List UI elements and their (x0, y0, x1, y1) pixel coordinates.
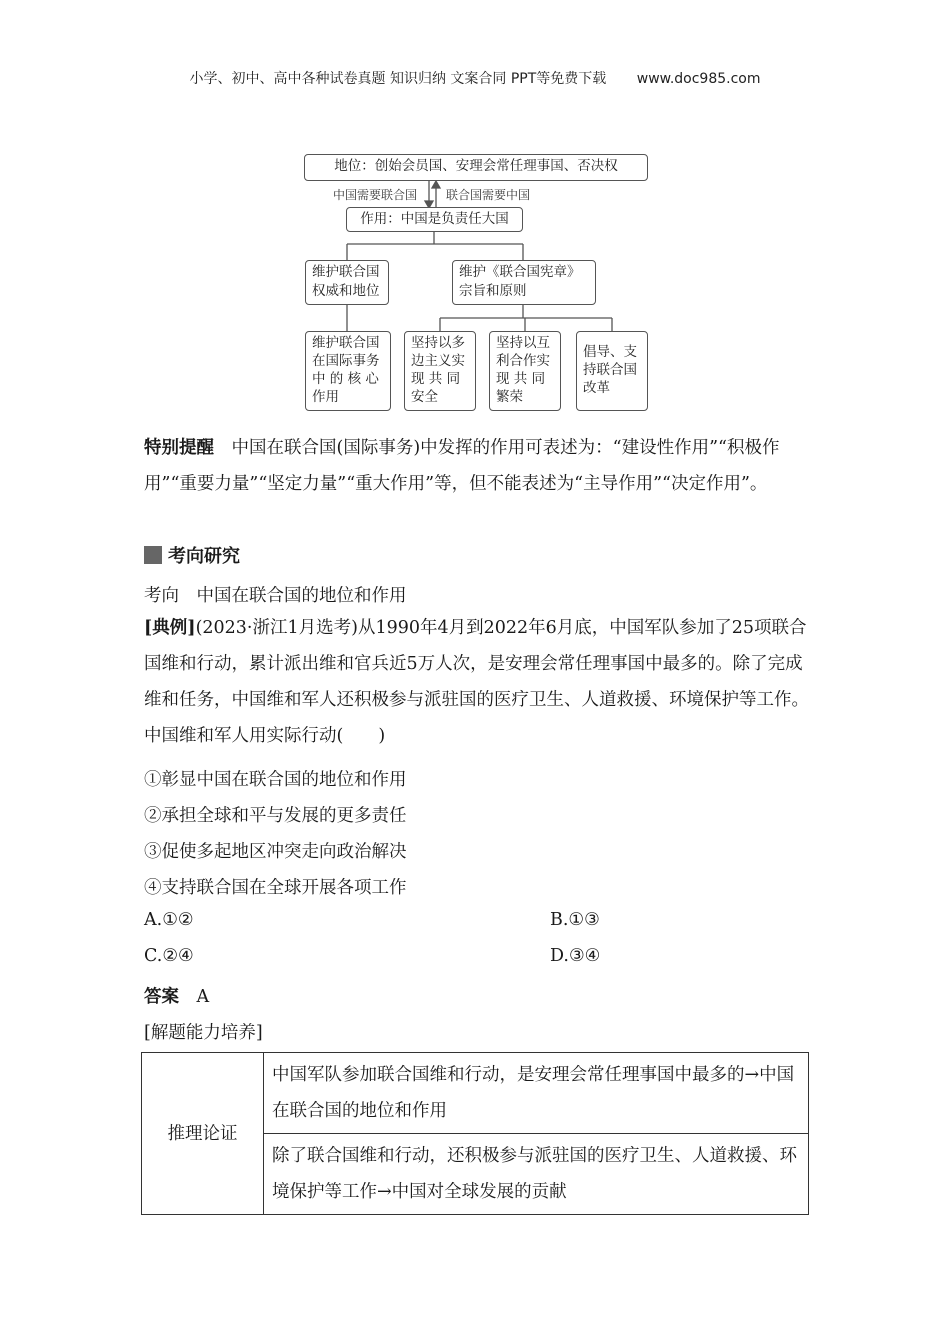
leaf3-line-3: 现 共 同 (496, 371, 546, 387)
question-item-3: ③促使多起地区冲突走向政治解决 (144, 842, 407, 862)
branch-left-box (305, 260, 389, 305)
leaf2-line-2: 边主义实 (411, 353, 465, 369)
leaf4-line-2: 持联合国 (583, 362, 637, 378)
concept-diagram (0, 0, 950, 420)
answer-line (144, 983, 209, 1008)
status-box: 地位：创始会员国、安理会常任理事国、否决权 (304, 154, 648, 181)
answer-value: A (196, 987, 210, 1007)
question-stem (144, 610, 812, 754)
analysis-cell-1: 中国军队参加联合国维和行动，是安理会常任理事国中最多的→中国在联合国的地位和作用 (264, 1053, 809, 1134)
option-a: A.①② (144, 910, 194, 930)
question-text: (2023·浙江1月选考)从1990年4月到2022年6月底，中国军队参加了25项联合国维和行动，累计派出维和官兵近5万人次，是安理会常任理事国中最多的。除了完成维和任务，中国维和军人还积极参与派驻国的医疗卫生、人道救援、环境保护等工作。中国维和军人用实际行动( ) (144, 618, 809, 746)
option-b: B.①③ (550, 910, 600, 930)
leaf1-line-1: 维护联合国 (312, 335, 380, 351)
question-item-2: ②承担全球和平与发展的更多责任 (144, 806, 407, 826)
right-arrow-label: 联合国需要中国 (446, 188, 531, 202)
section-marker-icon (144, 546, 162, 564)
leaf-box-4 (576, 331, 648, 411)
branch-right-box (452, 260, 596, 305)
reminder-label: 特别提醒 (144, 438, 214, 458)
leaf4-line-3: 改革 (583, 380, 610, 396)
leaf1-line-2: 在国际事务 (312, 353, 380, 369)
leaf2-line-4: 安全 (411, 389, 438, 405)
special-reminder (144, 430, 812, 502)
role-box: 作用：中国是负责任大国 (346, 207, 523, 232)
section-subtitle: 考向 中国在联合国的地位和作用 (144, 586, 407, 606)
analysis-row-label: 推理论证 (142, 1053, 264, 1215)
branch-right-line-2: 宗旨和原则 (459, 283, 527, 299)
leaf-box-3 (489, 331, 561, 411)
leaf1-line-4: 作用 (312, 389, 339, 405)
question-tag: [典例] (144, 618, 196, 638)
table-row (142, 1053, 809, 1134)
option-d: D.③④ (550, 946, 601, 966)
leaf3-line-2: 利合作实 (496, 353, 550, 369)
question-item-4: ④支持联合国在全球开展各项工作 (144, 878, 407, 898)
section-title: 考向研究 (168, 546, 240, 567)
section-heading (144, 542, 240, 568)
branch-left-line-1: 维护联合国 (312, 264, 380, 280)
leaf3-line-1: 坚持以互 (496, 335, 550, 351)
leaf2-line-1: 坚持以多 (411, 335, 465, 351)
header-text: 小学、初中、高中各种试卷真题 知识归纳 文案合同 PPT等免费下载 (189, 71, 607, 87)
answer-label: 答案 (144, 987, 179, 1007)
question-item-1: ①彰显中国在联合国的地位和作用 (144, 770, 407, 790)
analysis-table (141, 1052, 809, 1215)
leaf3-line-4: 繁荣 (496, 389, 523, 405)
header-site[interactable]: www.doc985.com (636, 71, 761, 87)
reminder-body: 中国在联合国(国际事务)中发挥的作用可表述为：“建设性作用”“积极作用”“重要力量”“坚定力量”“重大作用”等，但不能表述为“主导作用”“决定作用”。 (144, 438, 780, 494)
leaf-box-1 (305, 331, 391, 411)
branch-right-line-1: 维护《联合国宪章》 (459, 264, 581, 280)
leaf2-line-3: 现 共 同 (411, 371, 461, 387)
option-c: C.②④ (144, 946, 194, 966)
branch-left-line-2: 权威和地位 (312, 283, 380, 299)
leaf4-line-1: 倡导、支 (583, 344, 637, 360)
analysis-title: [解题能力培养] (144, 1023, 263, 1043)
leaf1-line-3: 中 的 核 心 (312, 371, 379, 387)
analysis-cell-2: 除了联合国维和行动，还积极参与派驻国的医疗卫生、人道救援、环境保护等工作→中国对全球发展的贡献 (264, 1134, 809, 1215)
arrow-up-head (432, 181, 440, 188)
leaf-box-2 (404, 331, 476, 411)
left-arrow-label: 中国需要联合国 (333, 188, 418, 202)
